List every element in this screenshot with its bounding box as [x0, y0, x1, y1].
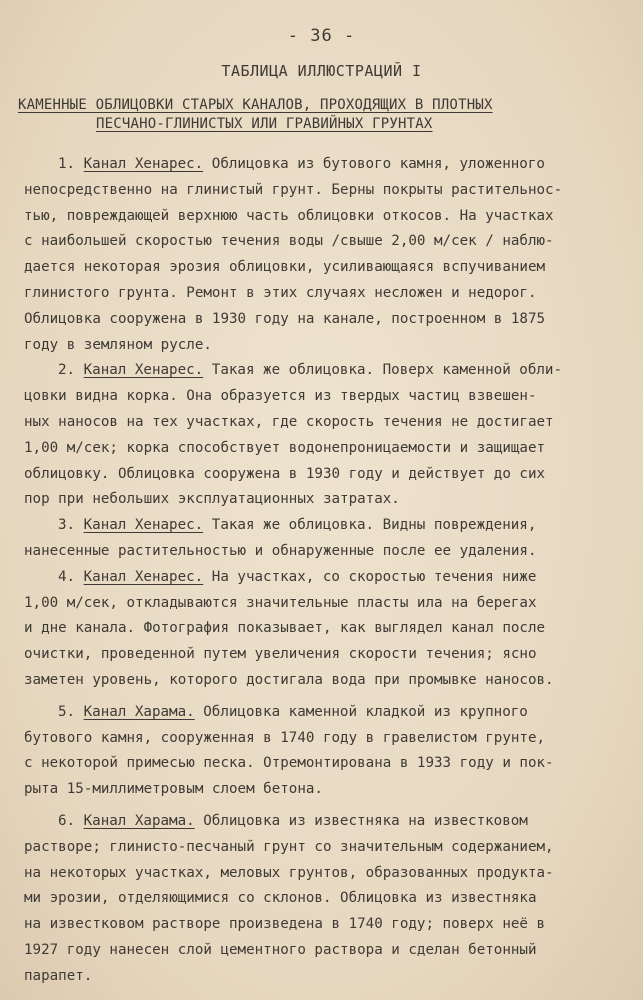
text-line	[24, 565, 620, 591]
text-line	[24, 809, 620, 835]
paragraph-text: Облицовка из известняка на известковом	[203, 812, 528, 829]
document-title: ТАБЛИЦА ИЛЛЮСТРАЦИЙ I	[221, 62, 422, 80]
text-line	[24, 700, 620, 726]
text-line: и дне канала. Фотография показывает, как выглядел канал после	[24, 620, 546, 637]
text-line: ми эрозии, отделяющимися со склонов. Облицовка из известняка	[24, 890, 537, 907]
text-line: цовки видна корка. Она образуется из твердых частиц взвешен-	[24, 388, 537, 405]
paragraph-heading: Канал Хенарес.	[83, 517, 204, 534]
text-line: нанесенные растительностью и обнаруженные после ее удаления.	[24, 542, 537, 559]
text-line: растворе; глинисто-песчаный грунт со значительным содержанием,	[24, 838, 554, 855]
paragraph	[24, 700, 620, 803]
text-line: 1,00 м/сек, откладываются значительные пласты ила на берегах	[24, 594, 537, 611]
paragraph-heading: Канал Харама.	[83, 703, 195, 720]
text-line: ных наносов на тех участках, где скорость течения не достигает	[24, 413, 554, 430]
paragraph-text: На участках, со скоростью течения ниже	[211, 568, 537, 585]
text-line: заметен уровень, которого достигала вода при промывке наносов.	[24, 671, 554, 688]
text-line: облицовку. Облицовка сооружена в 1930 году и действует до сих	[24, 465, 546, 482]
page-number: - 36 -	[287, 26, 356, 46]
text-line: бутового камня, сооруженная в 1740 году в гравелистом грунте,	[24, 729, 546, 746]
text-line: году в земляном русле.	[24, 336, 212, 353]
paragraph-number: 3.	[58, 517, 76, 534]
paragraph	[24, 809, 620, 990]
paragraph-number: 2.	[58, 362, 76, 379]
text-line: рыта 15-миллиметровым слоем бетона.	[24, 781, 323, 798]
paragraph-text: Такая же облицовка. Видны повреждения,	[211, 517, 537, 534]
text-line: пор при небольших эксплуатационных затратах.	[24, 491, 400, 508]
paragraph-text: Облицовка каменной кладкой из крупного	[203, 703, 528, 720]
paragraph	[24, 358, 620, 513]
paragraph-text: Облицовка из бутового камня, уложенного	[211, 156, 545, 172]
paragraph-heading: Канал Хенарес.	[83, 362, 204, 379]
text-line: 1927 году нанесен слой цементного раствора и сделан бетонный	[24, 941, 537, 958]
document-body	[24, 152, 620, 990]
paragraph	[24, 513, 620, 565]
subtitle-line: ПЕСЧАНО-ГЛИНИСТЫХ ИЛИ ГРАВИЙНЫХ ГРУНТАХ	[96, 116, 433, 132]
paragraph-heading: Канал Харама.	[83, 812, 195, 829]
text-line: очистки, проведенной путем увеличения скорости течения; ясно	[24, 646, 537, 663]
text-line: тью, повреждающей верхнюю часть облицовки откосов. На участках	[24, 207, 554, 224]
text-line: с некоторой примесью песка. Отремонтирована в 1933 году и пок-	[24, 755, 554, 772]
text-line: непосредственно на глинистый грунт. Берны покрыты растительнос-	[24, 181, 563, 198]
paragraph-heading: Канал Хенарес.	[83, 156, 204, 172]
text-line: глинистого грунта. Ремонт в этих случаях несложен и недорог.	[24, 284, 537, 301]
paragraph-text: Такая же облицовка. Поверх каменной обли-	[211, 362, 562, 379]
text-line	[24, 513, 620, 539]
paragraph	[24, 152, 620, 358]
paragraph-number: 5.	[58, 703, 76, 720]
text-line: дается некоторая эрозия облицовки, усиливающаяся вспучиванием	[24, 259, 546, 276]
document-subtitle	[18, 96, 618, 134]
text-line: парапет.	[24, 967, 93, 984]
text-line: на некоторых участках, меловых грунтов, образованных продукта-	[24, 864, 554, 881]
text-line: Облицовка сооружена в 1930 году на канале, построенном в 1875	[24, 310, 546, 327]
paragraph-number: 6.	[58, 812, 76, 829]
paragraph	[24, 565, 620, 694]
paragraph-number: 4.	[58, 568, 76, 585]
paragraph-number: 1.	[58, 156, 76, 172]
paragraph-heading: Канал Хенарес.	[83, 568, 204, 585]
text-line: 1,00 м/сек; корка способствует водонепроницаемости и защищает	[24, 439, 546, 456]
subtitle-line: КАМЕННЫЕ ОБЛИЦОВКИ СТАРЫХ КАНАЛОВ, ПРОХОДЯЩИХ В ПЛОТНЫХ	[18, 97, 493, 113]
text-line	[24, 358, 620, 384]
text-line: на известковом растворе произведена в 1740 году; поверх неё в	[24, 916, 546, 933]
text-line: с наибольшей скоростью течения воды /свыше 2,00 м/сек / наблю-	[24, 233, 554, 250]
text-line	[24, 152, 620, 178]
